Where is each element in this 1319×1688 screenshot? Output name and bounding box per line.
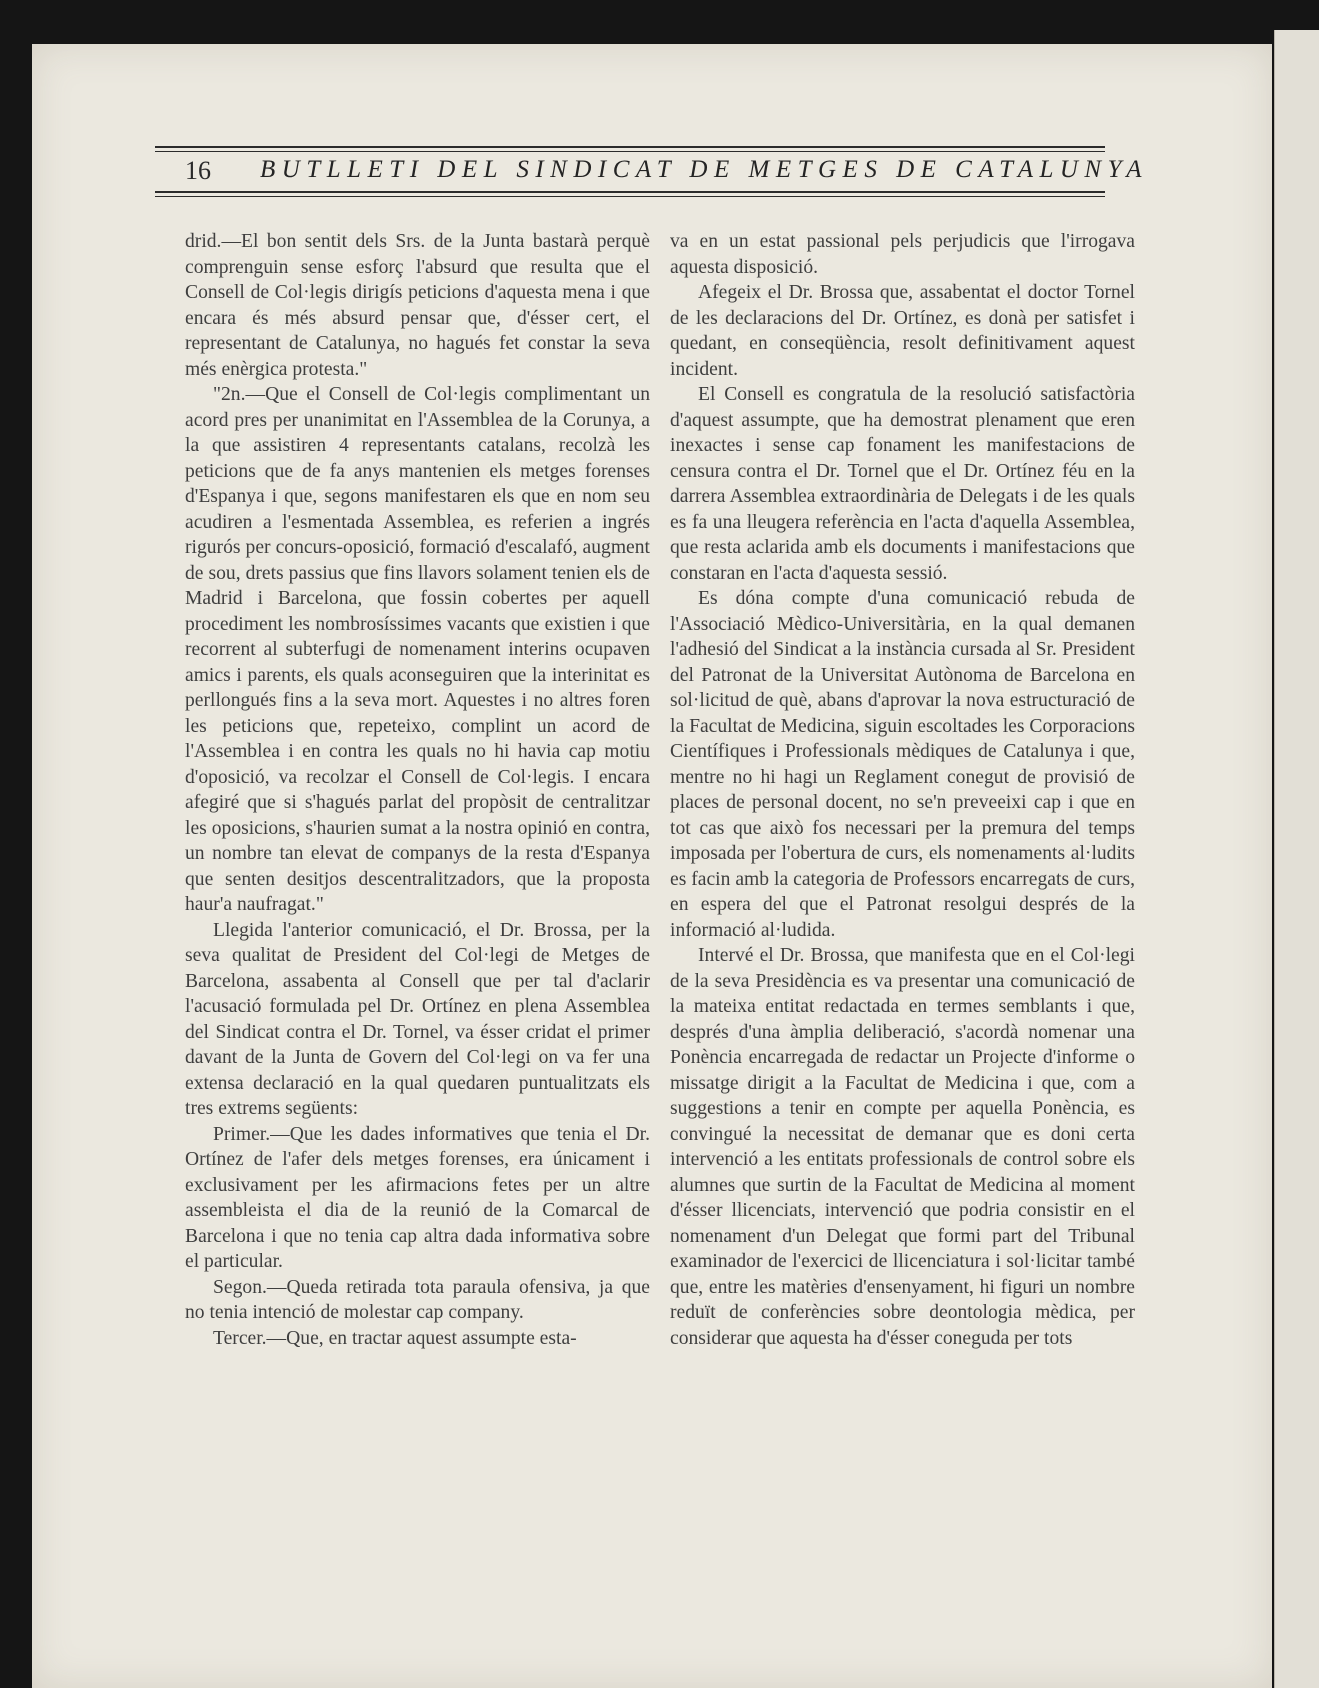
paragraph: drid.—El bon sentit dels Srs. de la Junta bastarà perquè comprenguin sense esforç l'absurd que resulta que el Consell de Col·legis dirigís peticions d'aquesta mena i que encara és més absurd pensar que, d'ésser cert, el representant de Catalunya, no hagués fet constar la seva més enèrgica protesta." xyxy=(185,231,650,380)
paragraph: Tercer.—Que, en tractar aquest assumpte esta- xyxy=(213,1327,577,1349)
paragraph: El Consell es congratula de la resolució satisfactòria d'aquest assumpte, que ha demostrat plenament que eren inexactes i sense cap fonament les manifestacions de censura contra el Dr. Tornel que el Dr. Ortínez féu en la darrera Assemblea extraordinària de Delegats i de les quals es fa una lleugera referència en l'acta d'aquella Assemblea, que resta aclarida amb els documents i manifestacions que constaran en l'acta d'aquesta sessió. xyxy=(670,384,1135,584)
paragraph: Primer.—Que les dades informatives que tenia el Dr. Ortínez de l'afer dels metges forenses, era únicament i exclusivament per les afirmacions fetes per un altre assembleista el dia de la reunió de la Comarcal de Barcelona i que no tenia cap altra dada informativa sobre el particular. xyxy=(185,1123,650,1272)
paragraph: va en un estat passional pels perjudicis que l'irrogava aquesta disposició. xyxy=(670,231,1135,278)
journal-title: BUTLLETI DEL SINDICAT DE METGES DE CATALUNYA xyxy=(260,156,1149,183)
paragraph: Llegida l'anterior comunicació, el Dr. Brossa, per la seva qualitat de President del Col·legi de Metges de Barcelona, assabenta al Consell que per tal d'aclarir l'acusació formulada pel Dr. Ortínez en plena Assemblea del Sindicat contra el Dr. Tornel, va ésser cridat el primer davant de la Junta de Govern del Col·legi on va fer una extensa declaració en la qual quedaren puntualitzats els tres extrems següents: xyxy=(185,919,650,1119)
header-rule-bottom-thin xyxy=(155,196,1105,197)
paragraph: Es dóna compte d'una comunicació rebuda de l'Associació Mèdico-Universitària, en la qual demanen l'adhesió del Sindicat a la instància cursada al Sr. President del Patronat de la Universitat Autònoma de Barcelona en sol·licitud de què, abans d'aprovar la nova estructuració de la Facultat de Medicina, siguin escoltades les Corporacions Científiques i Professionals mèdiques de Catalunya i que, mentre no hi hagi un Reglament conegut de provisió de places de personal docent, no se'n preveeixi cap i que en tot cas que això fos necessari per la premura del temps imposada per l'obertura de curs, els nomenaments al·ludits es facin amb la categoria de Professors encarregats de curs, en espera del que el Patronat resolgui després de la informació al·ludida. xyxy=(670,588,1135,941)
header-rule-top xyxy=(155,146,1105,148)
paragraph: "2n.—Que el Consell de Col·legis complimentant un acord pres per unanimitat en l'Assemblea de la Corunya, a la que assistiren 4 representants catalans, recolzà les peticions que de fa anys mantenien els metges forenses d'Espanya i que, segons manifestaren els que en nom seu acudiren a l'esmentada Assemblea, es referien a ingrés rigurós per concurs-oposició, formació d'escalafó, augment de sou, drets passius que fins llavors solament tenien els de Madrid i Barcelona, que fossin cobertes per aquell procediment les nombrosíssimes vacants que existien i que recorrent al subterfugi de nomenament interins ocupaven amics i parents, els quals aconseguiren que la interinitat es perllongués fins a la seva mort. Aquestes i no altres foren les peticions que, repeteixo, complint un acord de l'Assemblea i en contra les quals no hi havia cap motiu d'oposició, va recolzar el Consell de Col·legis. I encara afegiré que si s'hagués parlat del propòsit de centralitzar les oposicions, s'haurien sumat a la nostra opinió en contra, un nombre tan elevat de companys de la resta d'Espanya que senten desitjos descentralitzadors, que la proposta haur'a naufragat." xyxy=(185,384,650,915)
paragraph: Segon.—Queda retirada tota paraula ofensiva, ja que no tenia intenció de molestar cap company. xyxy=(185,1276,650,1323)
adjacent-page-edge xyxy=(1274,30,1319,1688)
page-number: 16 xyxy=(185,156,211,185)
right-column xyxy=(670,229,1135,1351)
running-header xyxy=(155,100,1149,200)
left-column xyxy=(185,229,650,1351)
paragraph: Intervé el Dr. Brossa, que manifesta que en el Col·legi de la seva Presidència es va presentar una comunicació de la mateixa entitat redactada en termes semblants i que, després d'una àmplia deliberació, s'acordà nomenar una Ponència encarregada de redactar un Projecte d'informe o missatge dirigit a la Facultat de Medicina i que, com a suggestions a tenir en compte per aquella Ponència, es convingué la necessitat de demanar que es doni certa intervenció a les entitats professionals de control sobre els alumnes que surtin de la Facultat de Medicina al moment d'ésser llicenciats, intervenció que podria consistir en el nomenament d'un Delegat que formi part del Tribunal examinador de l'exercici de llicenciatura i sol·licitar també que, entre les matèries d'ensenyament, hi figuri un nombre reduït de conferències sobre deontologia mèdica, per considerar que aquesta ha d'ésser coneguda per tots xyxy=(670,945,1135,1349)
header-rule-top-thin xyxy=(155,151,1105,152)
paragraph: Afegeix el Dr. Brossa que, assabentat el doctor Tornel de les declaracions del Dr. Ortínez, es donà per satisfet i quedant, en conseqüència, resolt definitivament aquest incident. xyxy=(670,282,1135,380)
header-rule-bottom xyxy=(155,191,1105,193)
